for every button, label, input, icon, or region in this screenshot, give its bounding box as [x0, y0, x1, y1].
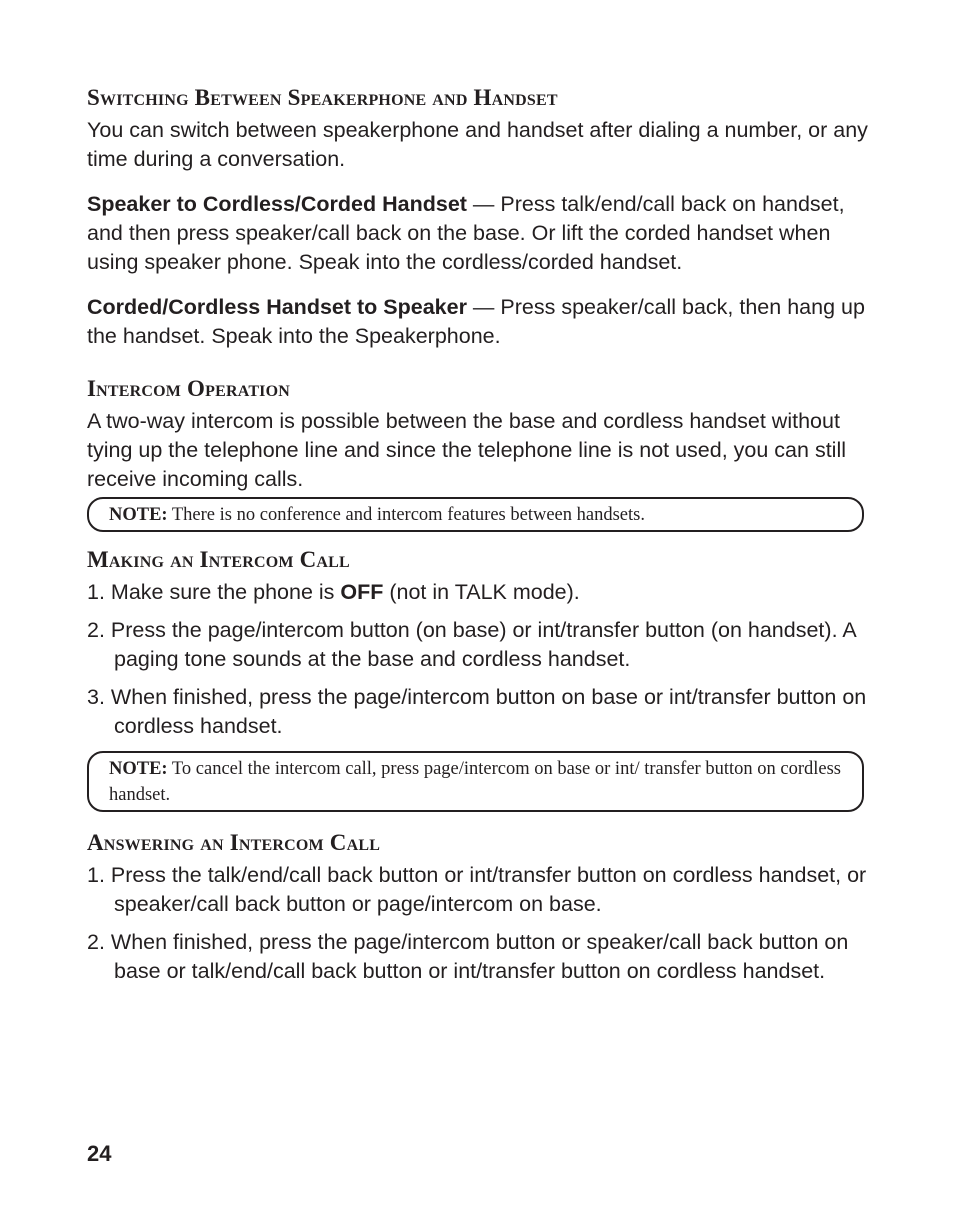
section-heading-making-call: Making an Intercom Call: [87, 547, 350, 572]
note-text: There is no conference and intercom features between handsets.: [167, 505, 645, 525]
speaker-to-handset-text: — Press talk/end/call back on handset, and then press speaker/call back on the base. Or lift the corded handset when using speaker phone. Speak into the cordless/corded handset.: [87, 192, 845, 274]
section-heading-intercom-operation: Intercom Operation: [87, 376, 291, 401]
note-label: NOTE:: [109, 505, 168, 525]
list-item: 2. Press the page/intercom button (on base) or int/transfer button (on handset). A paging tone sounds at the base and cordless handset.: [87, 618, 856, 671]
switching-intro: You can switch between speakerphone and handset after dialing a number, or any time during a conversation.: [87, 118, 868, 171]
section-heading-answering-call: Answering an Intercom Call: [87, 830, 381, 855]
list-item: 2. When finished, press the page/intercom button or speaker/call back button on base or talk/end/call back button or int/transfer button on cordless handset.: [87, 930, 849, 983]
answering-call-steps: [87, 861, 869, 986]
note-box-cancel: [87, 751, 864, 812]
intercom-intro: A two-way intercom is possible between the base and cordless handset without tying up the telephone line and since the telephone line is not used, you can still receive incoming calls.: [87, 409, 846, 491]
step-text: (not in TALK mode).: [383, 580, 580, 604]
handset-to-speaker-lead: Corded/Cordless Handset to Speaker: [87, 295, 467, 319]
note-label: NOTE:: [109, 759, 168, 779]
speaker-to-handset-lead: Speaker to Cordless/Corded Handset: [87, 192, 467, 216]
step-emphasis: OFF: [340, 580, 384, 604]
note-box-conference: [87, 497, 864, 532]
note-text: To cancel the intercom call, press page/intercom on base or int/ transfer button on cordless handset.: [109, 759, 841, 805]
page-number: 24: [87, 1141, 112, 1166]
handset-to-speaker-paragraph: [87, 293, 869, 351]
page-content: [87, 84, 869, 986]
list-item: 1. Press the talk/end/call back button or int/transfer button on cordless handset, or speaker/call back button or page/intercom on base.: [87, 863, 867, 916]
step-text: 1. Make sure the phone is: [87, 580, 341, 604]
list-item: 3. When finished, press the page/intercom button on base or int/transfer button on cordless handset.: [87, 685, 867, 738]
list-item: [87, 578, 869, 607]
section-heading-switching: Switching Between Speakerphone and Handset: [87, 85, 558, 110]
making-call-steps: [87, 578, 869, 741]
handset-to-speaker-text: — Press speaker/call back, then hang up the handset. Speak into the Speakerphone.: [87, 295, 865, 348]
speaker-to-handset-paragraph: [87, 190, 869, 277]
